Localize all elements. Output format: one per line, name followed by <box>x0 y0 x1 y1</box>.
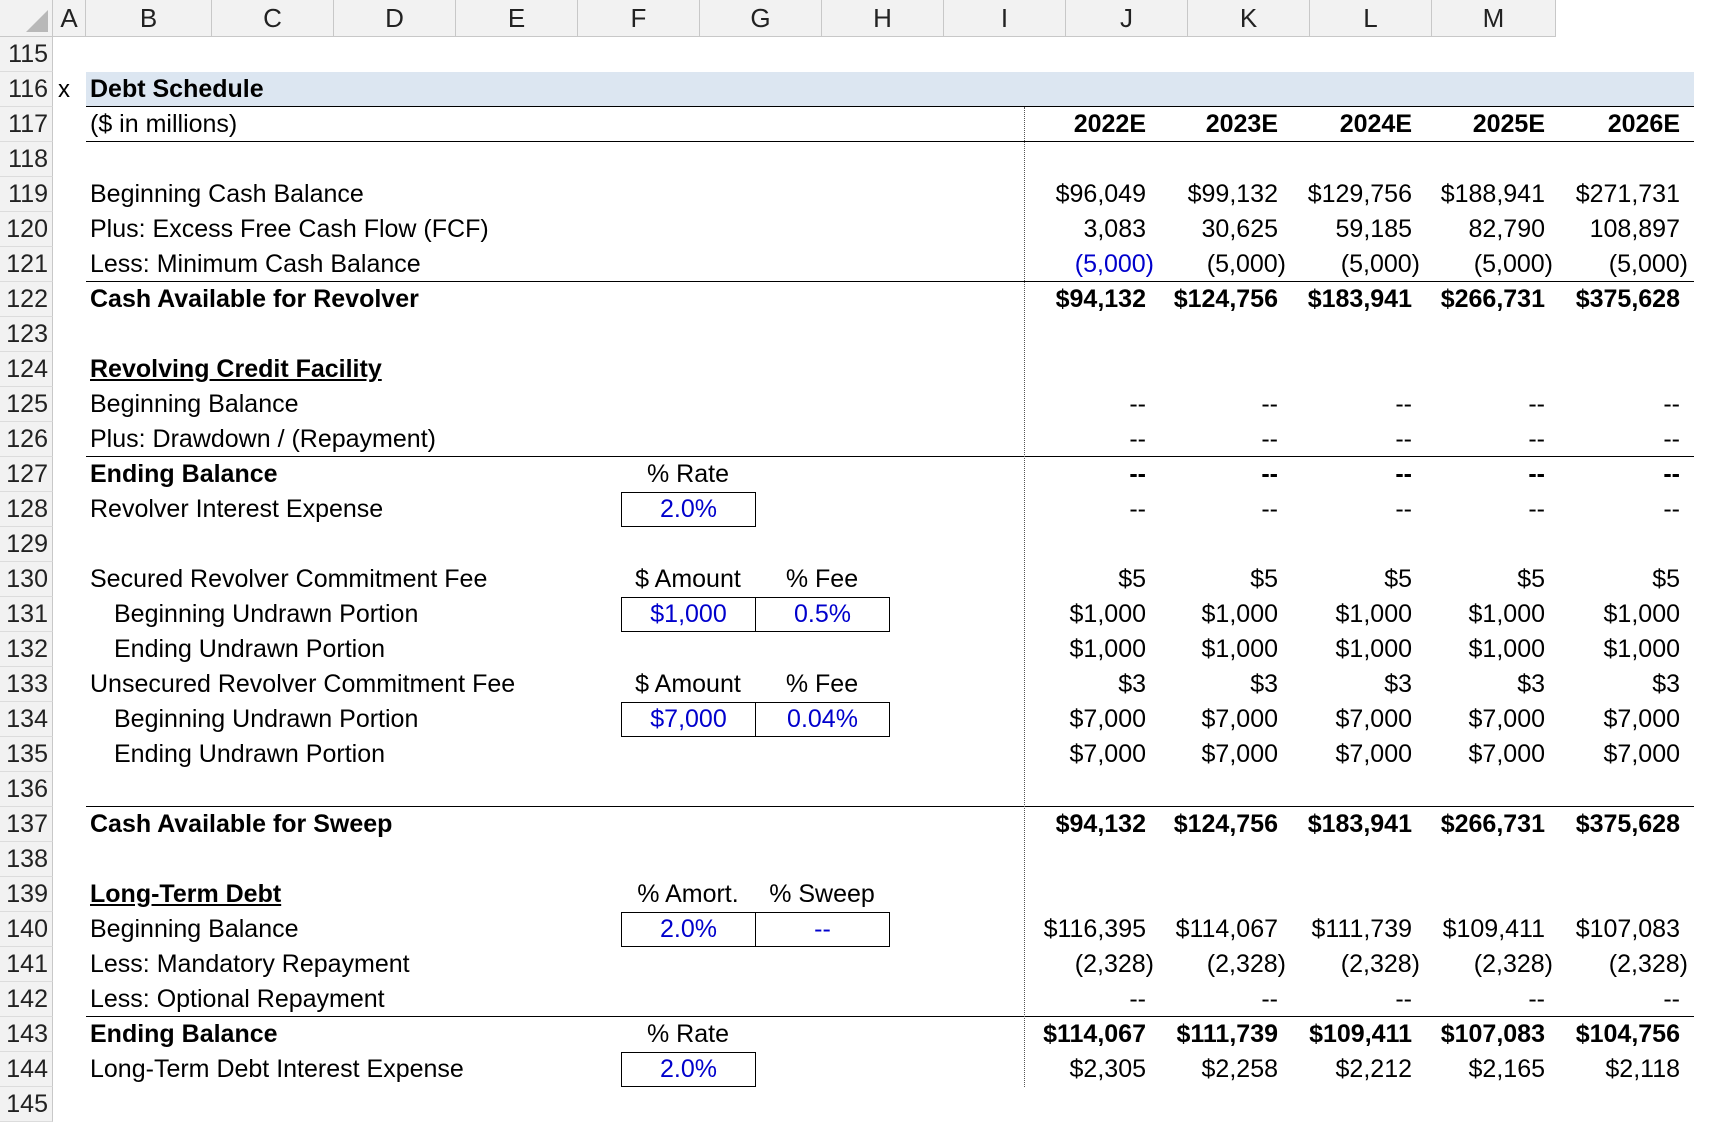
row-label-ltd-interest[interactable]: Long-Term Debt Interest Expense <box>90 1055 464 1083</box>
input-unsecured-fee[interactable]: 0.04% <box>755 702 890 737</box>
cell-excess-fcf-2024e[interactable]: 59,185 <box>1335 215 1412 243</box>
cell-unsecured-fee-2022e[interactable]: $3 <box>1118 670 1146 698</box>
column-header-d[interactable]: D <box>334 0 456 37</box>
year-header-2022e[interactable]: 2022E <box>1073 110 1146 138</box>
cell-ltd-end-2022e[interactable]: $114,067 <box>1043 1020 1146 1048</box>
column-header-l[interactable]: L <box>1310 0 1432 37</box>
units-label[interactable]: ($ in millions) <box>90 110 238 138</box>
row-label-secured-end[interactable]: Ending Undrawn Portion <box>114 635 385 663</box>
column-header-c[interactable]: C <box>212 0 334 37</box>
cell-unsecured-fee-2025e[interactable]: $3 <box>1517 670 1545 698</box>
cell-unsecured-fee-2023e[interactable]: $3 <box>1250 670 1278 698</box>
cell-beginning-cash-2022e[interactable]: $96,049 <box>1055 180 1146 208</box>
cell-rev-end-2025e[interactable]: -- <box>1528 460 1545 488</box>
cell-cash-for-sweep-2026e[interactable]: $375,628 <box>1575 810 1680 838</box>
column-header-a[interactable]: A <box>53 0 86 37</box>
rule-above-ltd-ending <box>86 1016 1694 1017</box>
cell-ltd-end-2025e[interactable]: $107,083 <box>1440 1020 1545 1048</box>
row-header-139[interactable]: 139 <box>0 877 53 912</box>
cell-ltd-interest-2026e[interactable]: $2,118 <box>1605 1055 1680 1083</box>
row-header-128[interactable]: 128 <box>0 492 53 527</box>
row-header-134[interactable]: 134 <box>0 702 53 737</box>
cell-secured-fee-2025e[interactable]: $5 <box>1517 565 1545 593</box>
cell-rev-draw-2023e[interactable]: -- <box>1261 425 1278 453</box>
cell-min-cash-2024e[interactable]: (5,000) <box>1340 250 1420 278</box>
cell-ltd-optional-2023e[interactable]: -- <box>1261 985 1278 1013</box>
cell-ltd-optional-2026e[interactable]: -- <box>1663 985 1680 1013</box>
cell-secured-fee-2026e[interactable]: $5 <box>1652 565 1680 593</box>
cell-cash-for-revolver-2026e[interactable]: $375,628 <box>1575 285 1680 313</box>
row-label-cash-for-revolver[interactable]: Cash Available for Revolver <box>90 285 419 313</box>
row-header-130[interactable]: 130 <box>0 562 53 597</box>
row-label-excess-fcf[interactable]: Plus: Excess Free Cash Flow (FCF) <box>90 215 489 243</box>
cell-cash-for-sweep-2025e[interactable]: $266,731 <box>1440 810 1545 838</box>
cell-rev-begin-2025e[interactable]: -- <box>1528 390 1545 418</box>
rule-above-revolver-ending <box>86 456 1694 457</box>
cell-ltd-mandatory-2024e[interactable]: (2,328) <box>1340 950 1420 978</box>
row-header-123[interactable]: 123 <box>0 317 53 352</box>
rate-header-revolver: % Rate <box>647 460 729 488</box>
cell-rev-draw-2024e[interactable]: -- <box>1395 425 1412 453</box>
row-header-131[interactable]: 131 <box>0 597 53 632</box>
cell-secured-begin-2025e[interactable]: $1,000 <box>1468 600 1545 628</box>
cell-rev-end-2023e[interactable]: -- <box>1261 460 1278 488</box>
section-title-band <box>86 72 1694 107</box>
year-header-2025e[interactable]: 2025E <box>1472 110 1545 138</box>
cell-rev-interest-2024e[interactable]: -- <box>1395 495 1412 523</box>
cell-min-cash-2025e[interactable]: (5,000) <box>1473 250 1553 278</box>
rule-below-title <box>86 106 1694 107</box>
row-header-133[interactable]: 133 <box>0 667 53 702</box>
row-header-125[interactable]: 125 <box>0 387 53 422</box>
column-header-b[interactable]: B <box>86 0 212 37</box>
row-label-ltd-mandatory[interactable]: Less: Mandatory Repayment <box>90 950 410 978</box>
column-header-e[interactable]: E <box>456 0 578 37</box>
cell-rev-interest-2022e[interactable]: -- <box>1129 495 1146 523</box>
column-header-j[interactable]: J <box>1066 0 1188 37</box>
cell-min-cash-2026e[interactable]: (5,000) <box>1608 250 1688 278</box>
row-label-unsecured-end[interactable]: Ending Undrawn Portion <box>114 740 385 768</box>
cell-ltd-begin-2025e[interactable]: $109,411 <box>1442 915 1545 943</box>
input-ltd-sweep[interactable]: -- <box>755 912 890 947</box>
cell-ltd-mandatory-2026e[interactable]: (2,328) <box>1608 950 1688 978</box>
cell-ltd-mandatory-2025e[interactable]: (2,328) <box>1473 950 1553 978</box>
cell-ltd-mandatory-2023e[interactable]: (2,328) <box>1206 950 1286 978</box>
cell-beginning-cash-2024e[interactable]: $129,756 <box>1307 180 1412 208</box>
row-header-115[interactable]: 115 <box>0 37 53 72</box>
cell-excess-fcf-2023e[interactable]: 30,625 <box>1201 215 1278 243</box>
row-label-unsecured-fee[interactable]: Unsecured Revolver Commitment Fee <box>90 670 516 698</box>
select-all-icon <box>26 10 48 32</box>
row-header-118[interactable]: 118 <box>0 142 53 177</box>
cell-rev-interest-2026e[interactable]: -- <box>1663 495 1680 523</box>
row-header-143[interactable]: 143 <box>0 1017 53 1052</box>
year-header-2023e[interactable]: 2023E <box>1205 110 1278 138</box>
cell-rev-draw-2022e[interactable]: -- <box>1129 425 1146 453</box>
row-label-unsecured-begin[interactable]: Beginning Undrawn Portion <box>114 705 419 733</box>
cell-rev-draw-2026e[interactable]: -- <box>1663 425 1680 453</box>
cell-ltd-begin-2022e[interactable]: $116,395 <box>1043 915 1146 943</box>
cell-ltd-mandatory-2022e[interactable]: (2,328) <box>1074 950 1154 978</box>
row-header-122[interactable]: 122 <box>0 282 53 317</box>
row-label-rev-interest[interactable]: Revolver Interest Expense <box>90 495 384 523</box>
cell-unsecured-end-2023e[interactable]: $7,000 <box>1201 740 1278 768</box>
cell-cash-for-sweep-2023e[interactable]: $124,756 <box>1173 810 1278 838</box>
column-header-m[interactable]: M <box>1432 0 1556 37</box>
amount-header-unsecured: $ Amount <box>635 670 741 698</box>
rule-above-cash-sweep <box>86 806 1694 807</box>
cell-rev-draw-2025e[interactable]: -- <box>1528 425 1545 453</box>
rule-above-cash-revolver <box>86 281 1694 282</box>
cell-ltd-end-2026e[interactable]: $104,756 <box>1575 1020 1680 1048</box>
row-header-142[interactable]: 142 <box>0 982 53 1017</box>
cell-min-cash-2023e[interactable]: (5,000) <box>1206 250 1286 278</box>
row-header-119[interactable]: 119 <box>0 177 53 212</box>
year-header-2024e[interactable]: 2024E <box>1339 110 1412 138</box>
cell-secured-fee-2022e[interactable]: $5 <box>1118 565 1146 593</box>
cell-ltd-interest-2023e[interactable]: $2,258 <box>1201 1055 1278 1083</box>
cell-ltd-begin-2024e[interactable]: $111,739 <box>1311 915 1412 943</box>
row-label-ltd-header[interactable]: Long-Term Debt <box>90 880 282 908</box>
row-header-136[interactable]: 136 <box>0 772 53 807</box>
cell-unsecured-fee-2024e[interactable]: $3 <box>1384 670 1412 698</box>
cell-unsecured-end-2025e[interactable]: $7,000 <box>1468 740 1545 768</box>
row-header-126[interactable]: 126 <box>0 422 53 457</box>
input-unsecured-amount[interactable]: $7,000 <box>621 702 756 737</box>
cell-secured-end-2024e[interactable]: $1,000 <box>1335 635 1412 663</box>
cell-rev-begin-2024e[interactable]: -- <box>1395 390 1412 418</box>
row-label-secured-begin[interactable]: Beginning Undrawn Portion <box>114 600 419 628</box>
row-header-117[interactable]: 117 <box>0 107 53 142</box>
cell-secured-begin-2026e[interactable]: $1,000 <box>1603 600 1680 628</box>
cell-ltd-optional-2022e[interactable]: -- <box>1129 985 1146 1013</box>
amort-header: % Amort. <box>637 880 739 908</box>
cell-unsecured-end-2026e[interactable]: $7,000 <box>1603 740 1680 768</box>
cell-ltd-optional-2025e[interactable]: -- <box>1528 985 1545 1013</box>
fee-header-unsecured: % Fee <box>785 670 859 698</box>
cell-ltd-end-2023e[interactable]: $111,739 <box>1176 1020 1278 1048</box>
cell-cash-for-sweep-2024e[interactable]: $183,941 <box>1307 810 1412 838</box>
row-header-138[interactable]: 138 <box>0 842 53 877</box>
column-header-h[interactable]: H <box>822 0 944 37</box>
cell-cash-for-revolver-2023e[interactable]: $124,756 <box>1173 285 1278 313</box>
column-header-g[interactable]: G <box>700 0 822 37</box>
amount-header-secured: $ Amount <box>635 565 741 593</box>
row-label-secured-fee[interactable]: Secured Revolver Commitment Fee <box>90 565 488 593</box>
year-header-2026e[interactable]: 2026E <box>1607 110 1680 138</box>
cell-cash-for-revolver-2022e[interactable]: $94,132 <box>1055 285 1146 313</box>
cell-secured-end-2022e[interactable]: $1,000 <box>1069 635 1146 663</box>
row-header-137[interactable]: 137 <box>0 807 53 842</box>
cell-secured-end-2023e[interactable]: $1,000 <box>1201 635 1278 663</box>
cell-min-cash-2022e[interactable]: (5,000) <box>1074 250 1154 278</box>
cell-unsecured-begin-2023e[interactable]: $7,000 <box>1201 705 1278 733</box>
row-label-revolver-header[interactable]: Revolving Credit Facility <box>90 355 382 383</box>
input-ltd-rate[interactable]: 2.0% <box>621 1052 756 1087</box>
cell-rev-end-2026e[interactable]: -- <box>1663 460 1680 488</box>
cell-beginning-cash-2023e[interactable]: $99,132 <box>1187 180 1278 208</box>
cell-secured-begin-2023e[interactable]: $1,000 <box>1201 600 1278 628</box>
cell-rev-begin-2026e[interactable]: -- <box>1663 390 1680 418</box>
row-label-beginning-cash[interactable]: Beginning Cash Balance <box>90 180 364 208</box>
cell-rev-end-2022e[interactable]: -- <box>1129 460 1146 488</box>
cell-ltd-interest-2025e[interactable]: $2,165 <box>1468 1055 1545 1083</box>
cell-beginning-cash-2025e[interactable]: $188,941 <box>1440 180 1545 208</box>
row-label-rev-draw[interactable]: Plus: Drawdown / (Repayment) <box>90 425 436 453</box>
cell-cash-for-revolver-2025e[interactable]: $266,731 <box>1440 285 1545 313</box>
row-header-124[interactable]: 124 <box>0 352 53 387</box>
cell-ltd-begin-2023e[interactable]: $114,067 <box>1175 915 1278 943</box>
column-header-k[interactable]: K <box>1188 0 1310 37</box>
row-header-145[interactable]: 145 <box>0 1087 53 1122</box>
row-header-120[interactable]: 120 <box>0 212 53 247</box>
projection-period-divider <box>1024 107 1025 1087</box>
cell-ltd-interest-2024e[interactable]: $2,212 <box>1335 1055 1412 1083</box>
cell-rev-interest-2023e[interactable]: -- <box>1261 495 1278 523</box>
cell-ltd-optional-2024e[interactable]: -- <box>1395 985 1412 1013</box>
row-header-121[interactable]: 121 <box>0 247 53 282</box>
cell-secured-end-2025e[interactable]: $1,000 <box>1468 635 1545 663</box>
cell-unsecured-begin-2022e[interactable]: $7,000 <box>1069 705 1146 733</box>
fee-header-secured: % Fee <box>785 565 859 593</box>
cell-unsecured-end-2024e[interactable]: $7,000 <box>1335 740 1412 768</box>
cell-rev-end-2024e[interactable]: -- <box>1395 460 1412 488</box>
cell-beginning-cash-2026e[interactable]: $271,731 <box>1575 180 1680 208</box>
column-header-i[interactable]: I <box>944 0 1066 37</box>
cell-rev-interest-2025e[interactable]: -- <box>1528 495 1545 523</box>
select-all-corner[interactable] <box>0 0 53 37</box>
cell-cash-for-revolver-2024e[interactable]: $183,941 <box>1307 285 1412 313</box>
cell-unsecured-begin-2024e[interactable]: $7,000 <box>1335 705 1412 733</box>
row-group-marker: x <box>58 76 70 103</box>
cell-ltd-interest-2022e[interactable]: $2,305 <box>1069 1055 1146 1083</box>
cell-excess-fcf-2025e[interactable]: 82,790 <box>1468 215 1545 243</box>
row-label-ltd-end[interactable]: Ending Balance <box>90 1020 278 1048</box>
cell-unsecured-end-2022e[interactable]: $7,000 <box>1069 740 1146 768</box>
cell-secured-fee-2023e[interactable]: $5 <box>1250 565 1278 593</box>
row-header-144[interactable]: 144 <box>0 1052 53 1087</box>
input-secured-fee[interactable]: 0.5% <box>755 597 890 632</box>
cell-ltd-begin-2026e[interactable]: $107,083 <box>1575 915 1680 943</box>
cell-unsecured-begin-2025e[interactable]: $7,000 <box>1468 705 1545 733</box>
row-header-135[interactable]: 135 <box>0 737 53 772</box>
row-header-141[interactable]: 141 <box>0 947 53 982</box>
page-title[interactable]: Debt Schedule <box>90 75 264 103</box>
cell-ltd-end-2024e[interactable]: $109,411 <box>1309 1020 1412 1048</box>
rate-header-ltd: % Rate <box>647 1020 729 1048</box>
cell-unsecured-fee-2026e[interactable]: $3 <box>1652 670 1680 698</box>
input-secured-amount[interactable]: $1,000 <box>621 597 756 632</box>
cell-rev-begin-2023e[interactable]: -- <box>1261 390 1278 418</box>
row-label-ltd-begin[interactable]: Beginning Balance <box>90 915 299 943</box>
cell-excess-fcf-2026e[interactable]: 108,897 <box>1589 215 1680 243</box>
row-label-ltd-optional[interactable]: Less: Optional Repayment <box>90 985 385 1013</box>
cell-rev-begin-2022e[interactable]: -- <box>1129 390 1146 418</box>
row-header-127[interactable]: 127 <box>0 457 53 492</box>
row-label-min-cash[interactable]: Less: Minimum Cash Balance <box>90 250 421 278</box>
input-ltd-amort[interactable]: 2.0% <box>621 912 756 947</box>
cell-secured-begin-2024e[interactable]: $1,000 <box>1335 600 1412 628</box>
input-revolver-rate[interactable]: 2.0% <box>621 492 756 527</box>
row-header-132[interactable]: 132 <box>0 632 53 667</box>
cell-secured-end-2026e[interactable]: $1,000 <box>1603 635 1680 663</box>
row-header-129[interactable]: 129 <box>0 527 53 562</box>
row-label-rev-end[interactable]: Ending Balance <box>90 460 278 488</box>
cell-cash-for-sweep-2022e[interactable]: $94,132 <box>1055 810 1146 838</box>
row-label-rev-begin[interactable]: Beginning Balance <box>90 390 299 418</box>
cell-unsecured-begin-2026e[interactable]: $7,000 <box>1603 705 1680 733</box>
row-header-140[interactable]: 140 <box>0 912 53 947</box>
row-header-116[interactable]: 116 <box>0 72 53 107</box>
cell-secured-fee-2024e[interactable]: $5 <box>1384 565 1412 593</box>
rule-below-years <box>86 141 1694 142</box>
cell-excess-fcf-2022e[interactable]: 3,083 <box>1083 215 1146 243</box>
column-header-f[interactable]: F <box>578 0 700 37</box>
sweep-header: % Sweep <box>769 880 875 908</box>
cell-secured-begin-2022e[interactable]: $1,000 <box>1069 600 1146 628</box>
row-label-cash-for-sweep[interactable]: Cash Available for Sweep <box>90 810 393 838</box>
